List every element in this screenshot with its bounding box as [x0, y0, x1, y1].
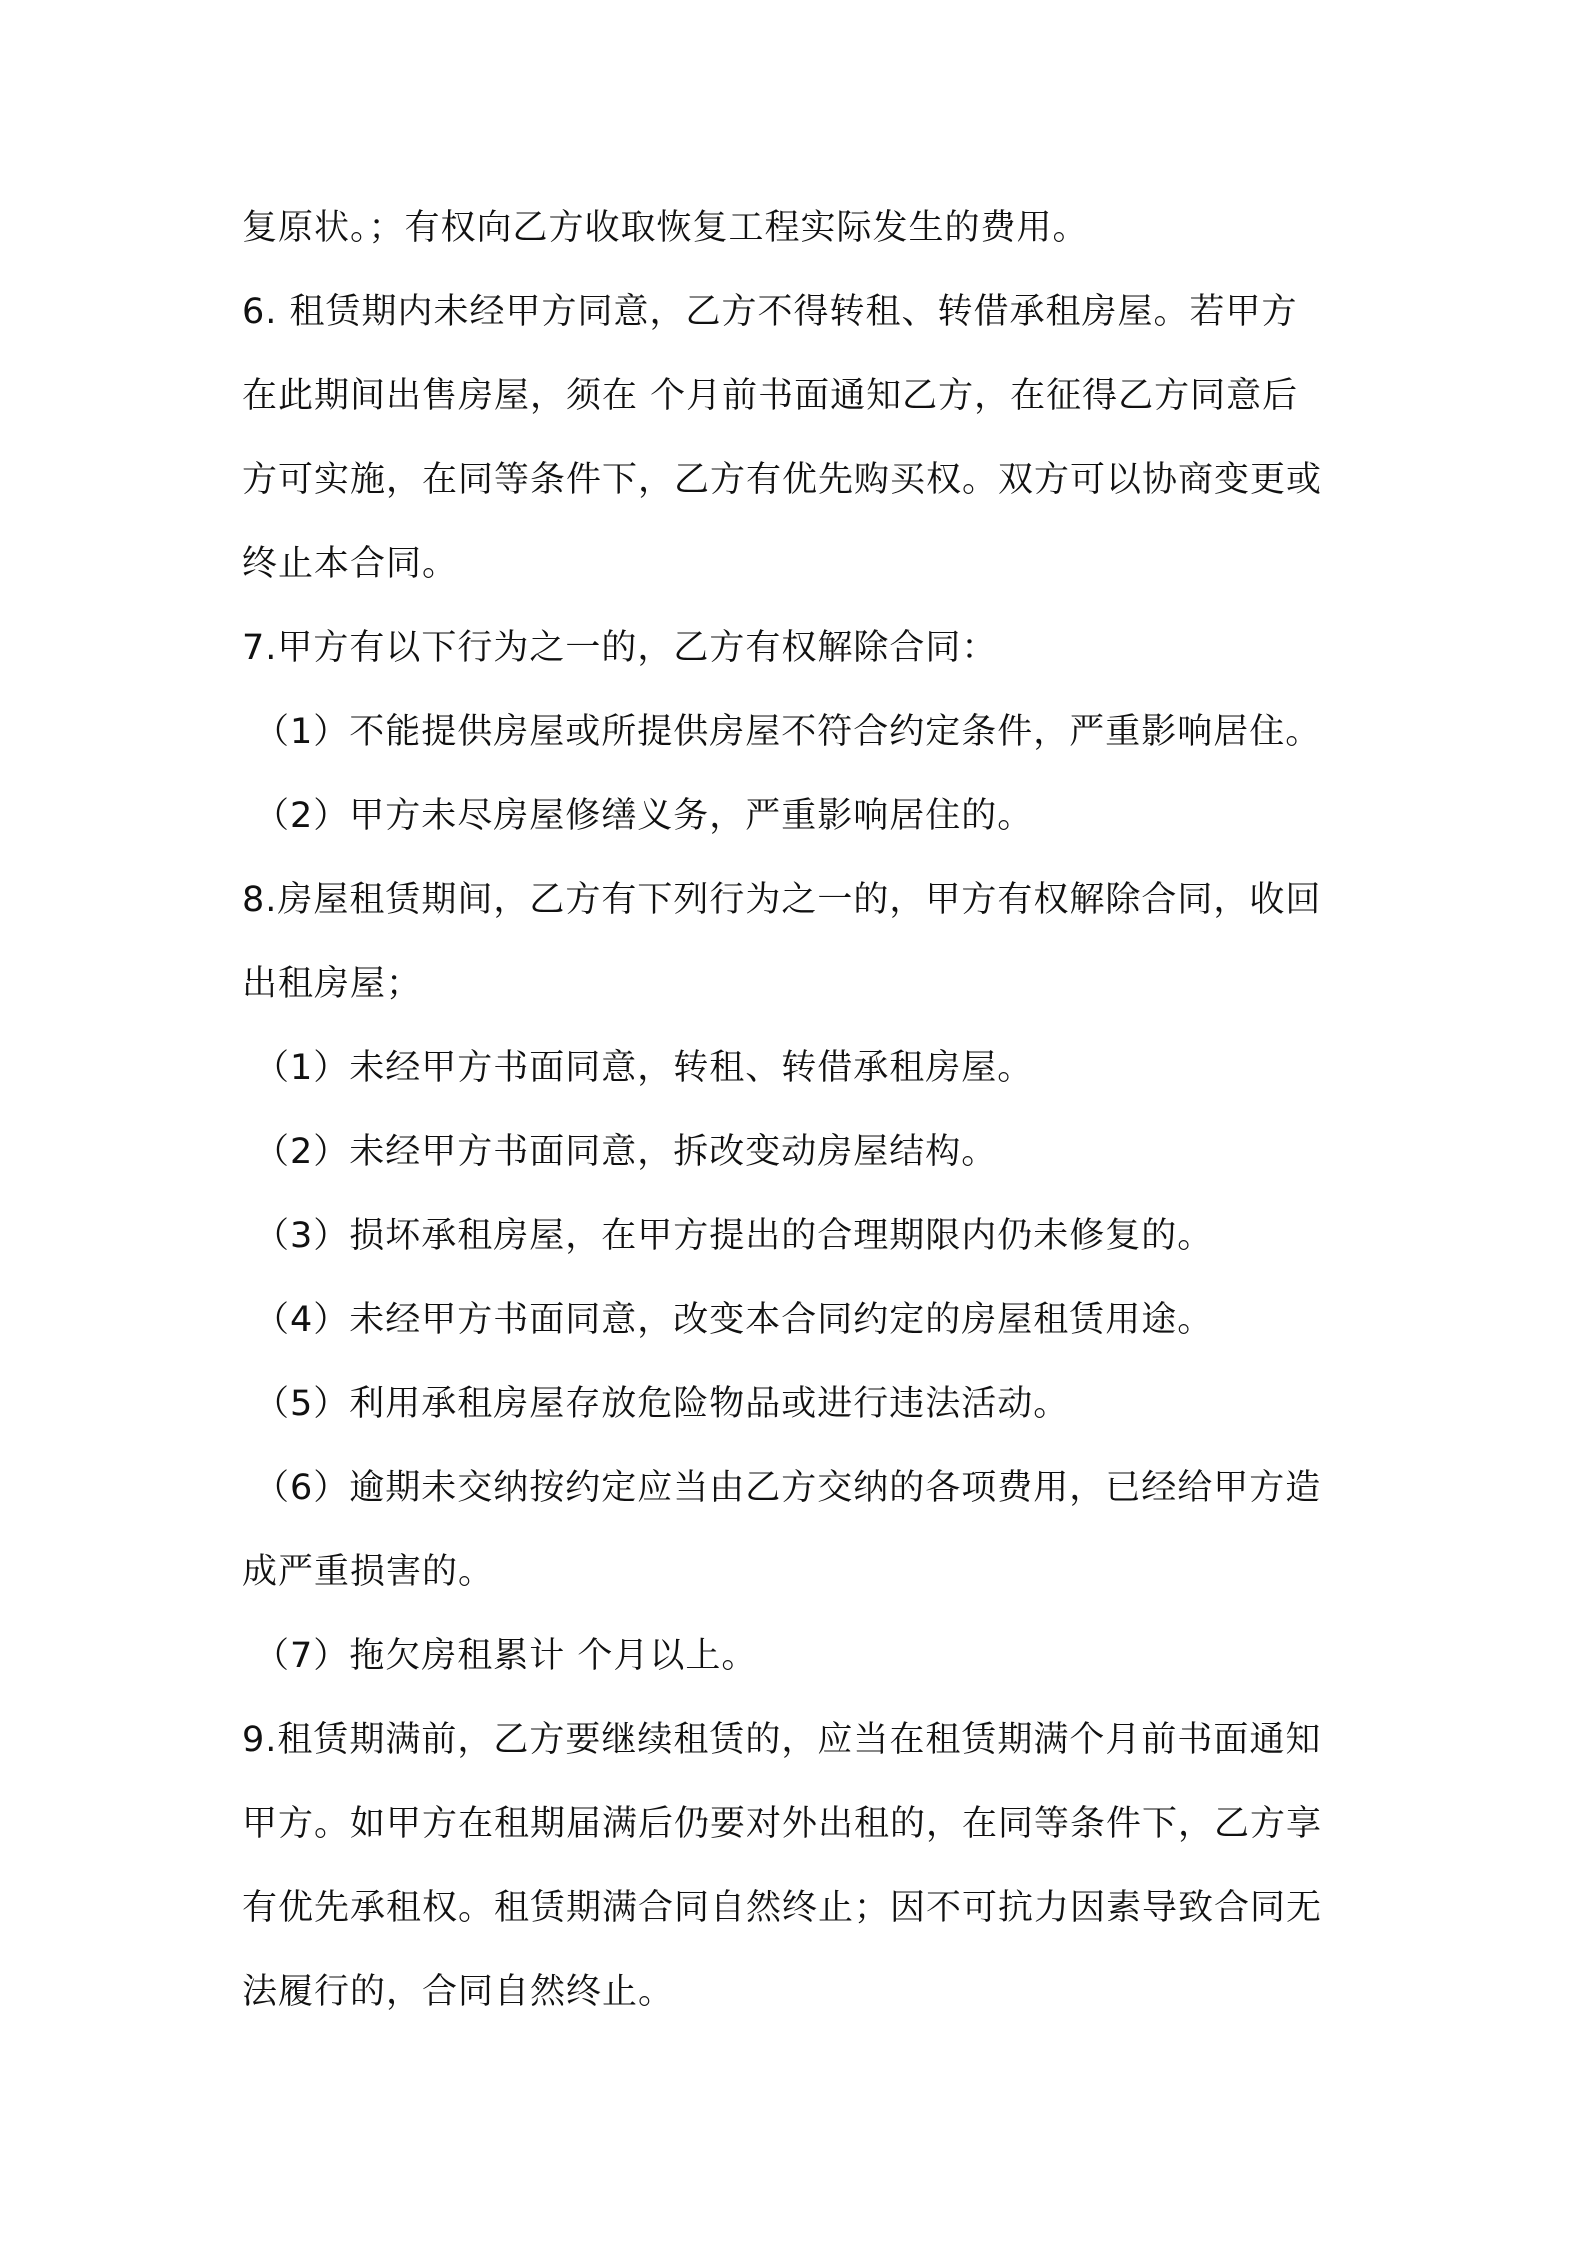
text-line: 7.甲方有以下行为之一的，乙方有权解除合同：	[242, 628, 998, 668]
text-line: （1）不能提供房屋或所提供房屋不符合约定条件，严重影响居住。	[254, 712, 1322, 752]
text-line: （1）未经甲方书面同意，转租、转借承租房屋。	[254, 1048, 1034, 1088]
text-line: 9.租赁期满前，乙方要继续租赁的，应当在租赁期满个月前书面通知	[242, 1720, 1322, 1760]
text-line: 出租房屋；	[242, 964, 423, 1004]
text-line: 终止本合同。	[242, 544, 459, 584]
text-line: （7）拖欠房租累计 个月以上。	[254, 1636, 758, 1676]
text-line: 6. 租赁期内未经甲方同意，乙方不得转租、转借承租房屋。若甲方	[242, 292, 1298, 332]
text-line: 8.房屋租赁期间，乙方有下列行为之一的，甲方有权解除合同，收回	[242, 880, 1322, 920]
text-line: 复原状。；有权向乙方收取恢复工程实际发生的费用。	[242, 208, 1089, 248]
text-line: 甲方。如甲方在租期届满后仍要对外出租的，在同等条件下，乙方享	[242, 1804, 1323, 1844]
text-line: （2）未经甲方书面同意，拆改变动房屋结构。	[254, 1132, 998, 1172]
text-line: （6）逾期未交纳按约定应当由乙方交纳的各项费用，已经给甲方造	[254, 1468, 1322, 1508]
text-line: （4）未经甲方书面同意，改变本合同约定的房屋租赁用途。	[254, 1300, 1214, 1340]
text-line: 在此期间出售房屋，须在 个月前书面通知乙方，在征得乙方同意后	[242, 376, 1299, 416]
text-line: 法履行的，合同自然终止。	[242, 1972, 675, 2012]
text-line: 有优先承租权。租赁期满合同自然终止；因不可抗力因素导致合同无	[242, 1888, 1323, 1928]
text-line: （5）利用承租房屋存放危险物品或进行违法活动。	[254, 1384, 1070, 1424]
text-line: 成严重损害的。	[242, 1552, 495, 1592]
text-line: （3）损坏承租房屋，在甲方提出的合理期限内仍未修复的。	[254, 1216, 1214, 1256]
text-line: 方可实施，在同等条件下，乙方有优先购买权。双方可以协商变更或	[242, 460, 1323, 500]
text-line: （2）甲方未尽房屋修缮义务，严重影响居住的。	[254, 796, 1034, 836]
